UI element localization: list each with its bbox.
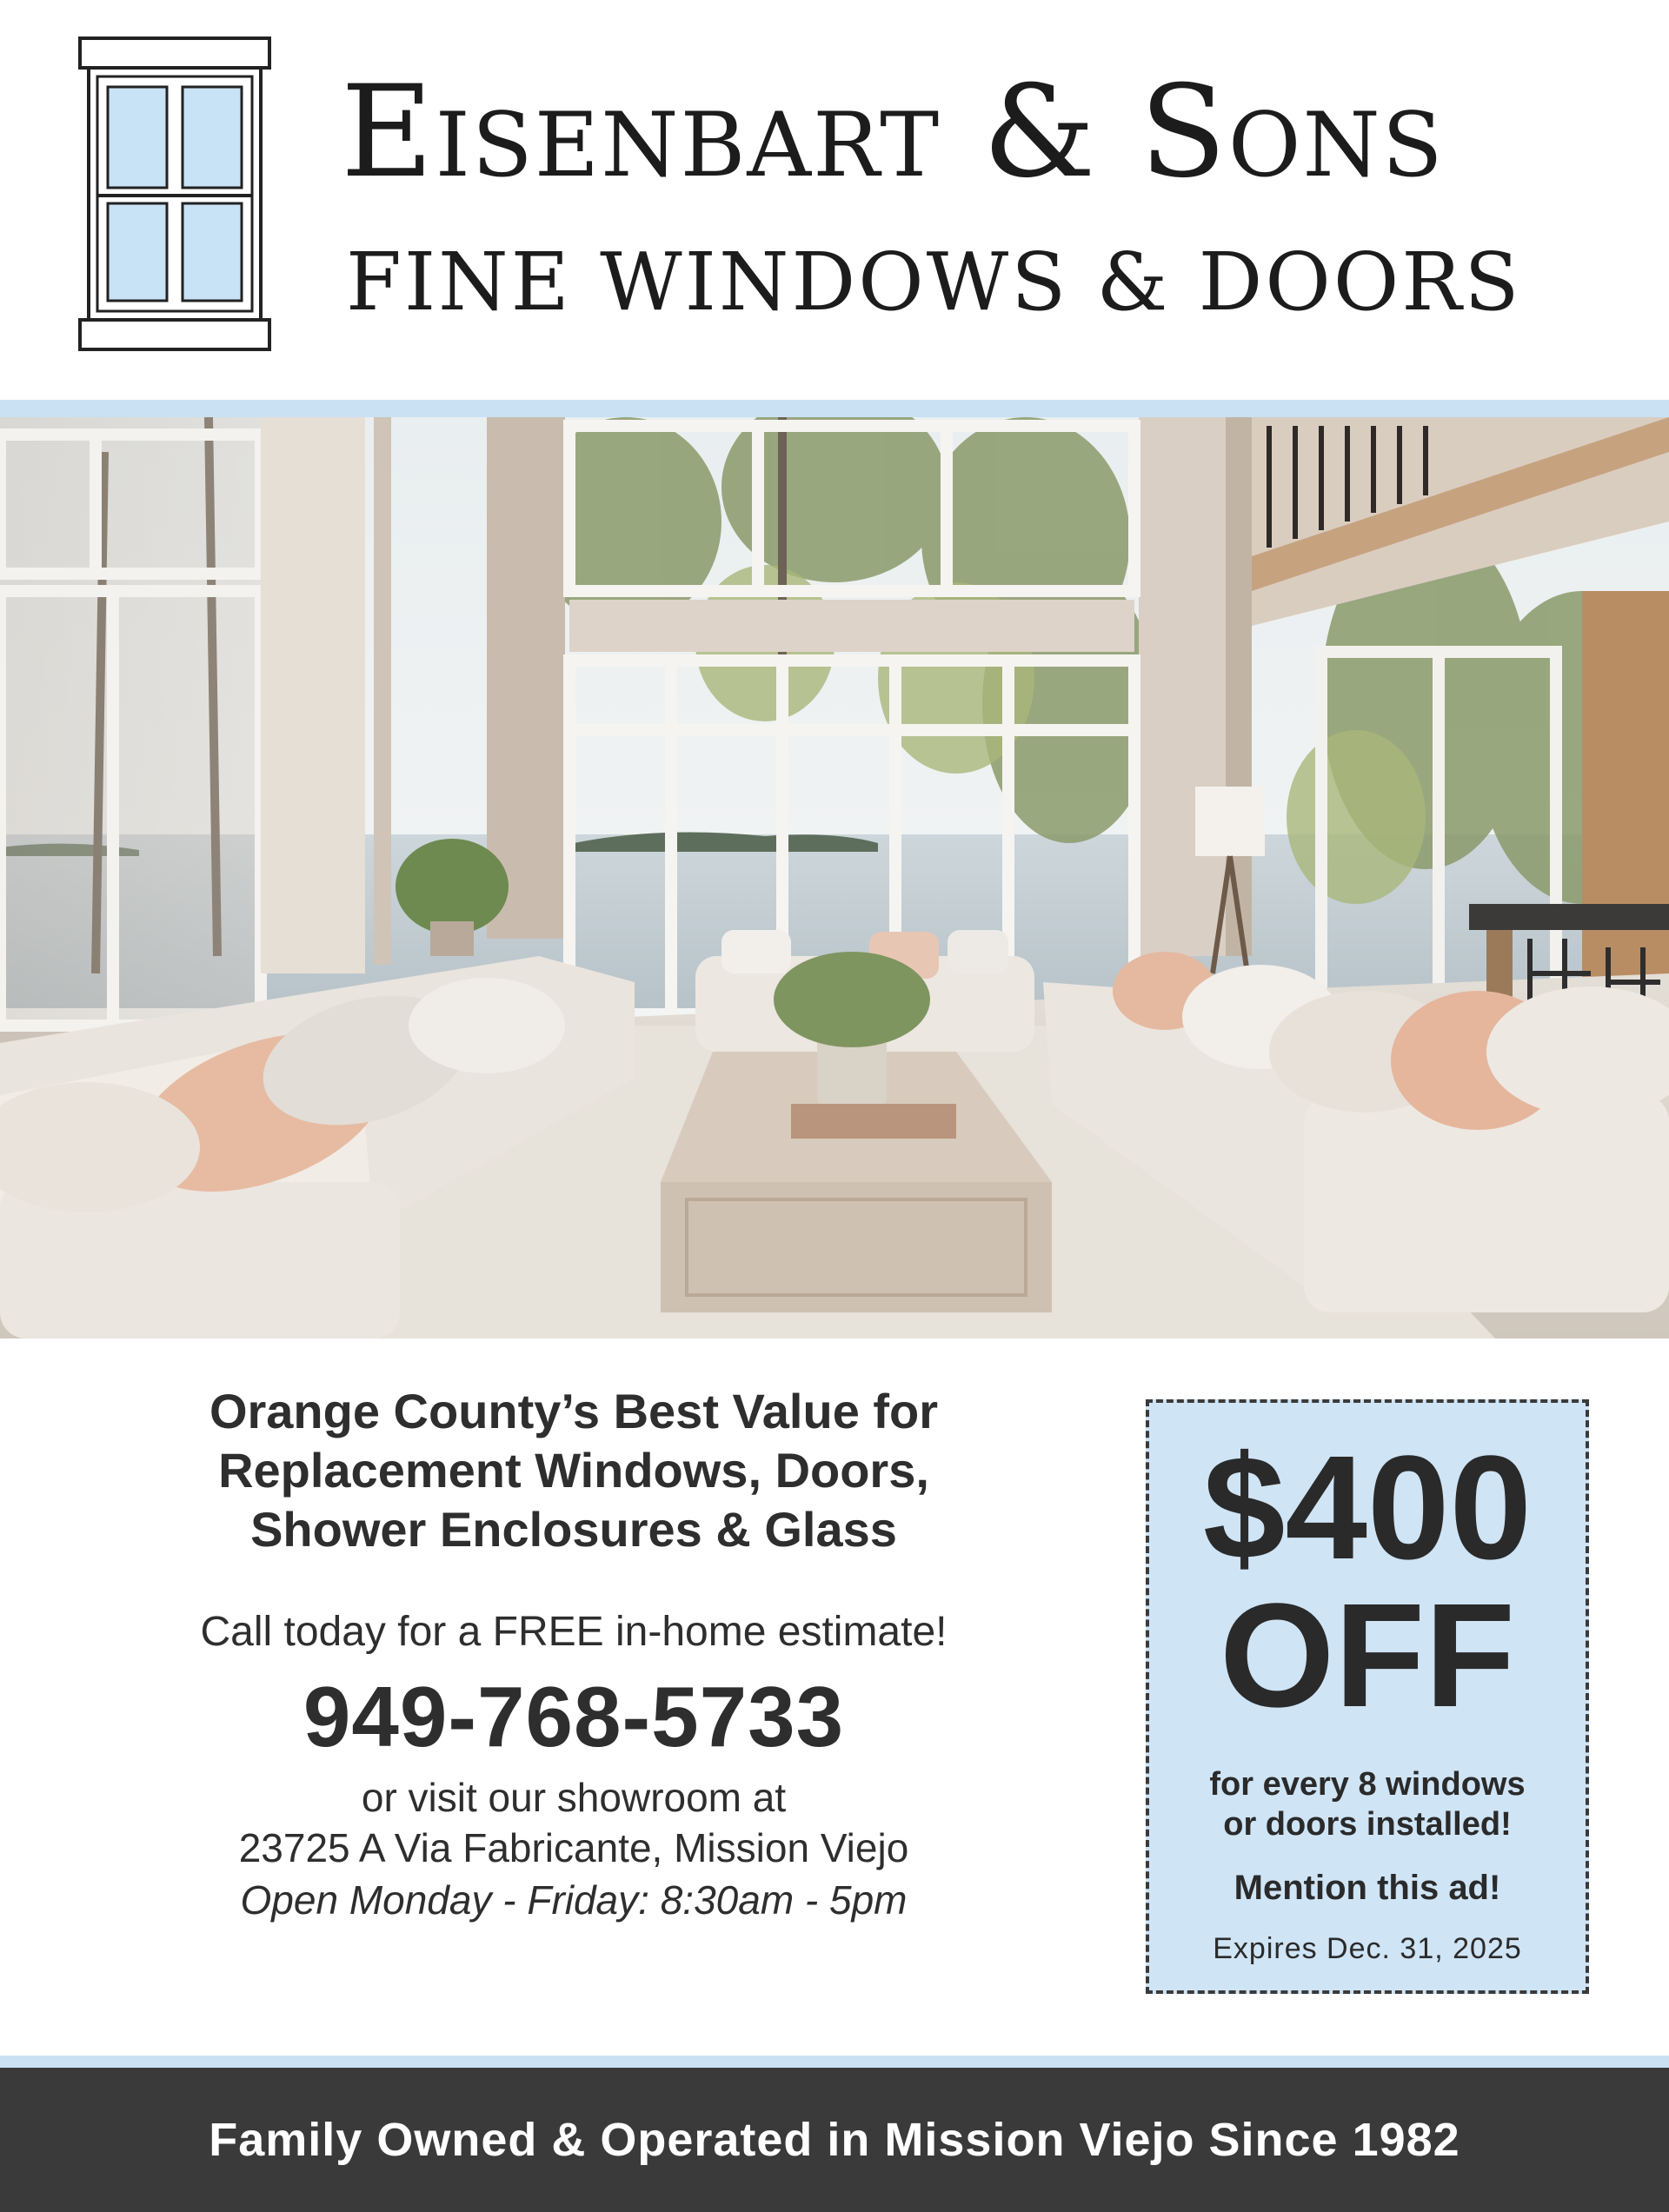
brand-name: Eisenbart & Sons [341,58,1445,206]
showroom-address: 23725 A Via Fabricante, Mission Viejo [238,1825,909,1870]
coupon-expiration: Expires Dec. 31, 2025 [1213,1932,1522,1965]
business-hours: Open Monday - Friday: 8:30am - 5pm [240,1877,908,1923]
top-accent-rule [0,400,1669,417]
phone-number[interactable]: 949-768-5733 [303,1669,845,1764]
coupon-condition-line: for every 8 windows [1209,1766,1526,1803]
showroom-intro: or visit our showroom at [361,1775,787,1820]
footer-banner [0,2068,1669,2212]
headline-line: Replacement Windows, Doors, [218,1443,929,1498]
living-room-photo [0,417,1669,1338]
coupon-off: OFF [1220,1573,1515,1738]
coupon-condition [1149,1764,1586,1844]
coupon-condition-line: or doors installed! [1223,1806,1512,1843]
headline-line: Shower Enclosures & Glass [250,1502,897,1557]
promo-copy [52,1382,1095,1926]
call-to-action: Call today for a FREE in-home estimate! [200,1609,948,1655]
window-icon [78,37,271,358]
bottom-accent-rule [0,2056,1669,2068]
footer-text: Family Owned & Operated in Mission Viejo Since 1982 [209,2114,1460,2166]
headline [52,1382,1095,1559]
headline-line: Orange County’s Best Value for [209,1384,939,1438]
coupon-mention: Mention this ad! [1233,1869,1501,1907]
discount-coupon [1146,1399,1589,1994]
coupon-amount: $400 [1202,1425,1533,1591]
brand-tagline: FINE WINDOWS & DOORS [346,236,1522,329]
